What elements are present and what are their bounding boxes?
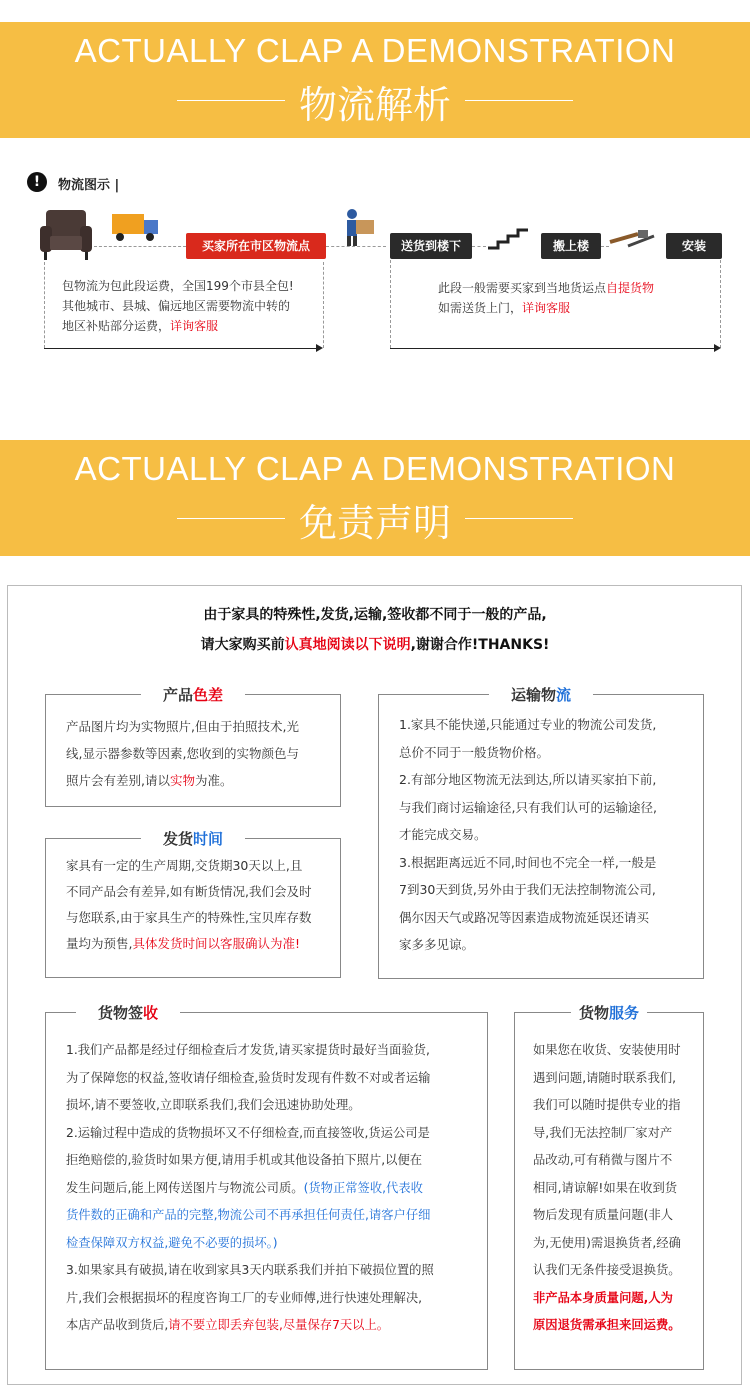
body-line: 偶尔因天气或路况等因素造成物流延误还请买 <box>399 909 650 925</box>
right-note-text: 此段一般需要买家到当地货运点 <box>438 281 607 295</box>
body-line: 物后发现有质量问题(非人 <box>533 1208 674 1222</box>
left-note <box>62 276 312 336</box>
box-body <box>399 711 691 959</box>
body-line: 检查保障双方权益,避免不必要的损坏。) <box>66 1235 278 1250</box>
body-text: 量均为预售, <box>66 936 133 951</box>
stairs-icon <box>488 226 532 250</box>
box-body <box>66 713 328 794</box>
body-line: 线,显示器参数等因素,您收到的实物颜色与 <box>66 746 299 761</box>
box-title-text: 运输物 <box>510 686 556 704</box>
box-transport <box>378 686 704 979</box>
warning-icon: ! <box>27 172 47 192</box>
bracket-left <box>44 262 45 348</box>
body-line: 家多多见谅。 <box>399 937 475 952</box>
body-line: 遇到问题,请随时联系我们, <box>533 1070 677 1085</box>
box-color-difference <box>45 686 341 807</box>
body-line <box>66 1175 475 1203</box>
divider-line <box>465 100 573 101</box>
intro-line2 <box>0 630 750 660</box>
box-title <box>76 1002 180 1023</box>
dashed-connector <box>472 246 486 247</box>
intro-text: ,谢谢合作!THANKS! <box>410 637 550 653</box>
body-line: 产品图片均为实物照片,但由于拍照技术,光 <box>66 719 299 734</box>
body-line: 拒绝赔偿的,验货时如果方便,请用手机或其他设备拍下照片,以便在 <box>66 1153 423 1167</box>
body-line <box>66 931 328 957</box>
left-note-line1: 包物流为包此段运费，全国199个市县全包! <box>62 279 294 293</box>
body-text: 发生问题后,能上网传送图片与物流公司质。 <box>66 1180 304 1195</box>
body-line <box>66 767 328 794</box>
box-service <box>514 1004 704 1370</box>
body-line: 与您联系,由于家具生产的特殊性,宝贝库存数 <box>66 910 312 925</box>
body-highlight: 具体发货时间以客服确认为准! <box>132 936 300 951</box>
box-title-text: 产品 <box>162 686 193 704</box>
box-shipping-time <box>45 830 341 978</box>
banner-chinese-title: 物流解析 <box>298 83 451 127</box>
body-line: 损坏,请不要签收,立即联系我们,我们会迅速协助处理。 <box>66 1098 361 1112</box>
body-highlight: 请不要立即丢弃包装,尽量保存7天以上。 <box>168 1318 390 1332</box>
box-receipt <box>45 1004 488 1370</box>
body-line: 为,无使用)需退换货者,经确 <box>533 1235 681 1250</box>
body-line: 家具有一定的生产周期,交货期30天以上,且 <box>66 858 303 873</box>
banner-chinese-title: 免责声明 <box>298 501 451 545</box>
banner-english-title: ACTUALLY CLAP A DEMONSTRATION <box>74 32 676 69</box>
body-text: 照片会有差别,请以 <box>66 773 170 788</box>
right-note-text: 如需送货上门， <box>438 301 523 315</box>
body-line: 总价不同于一般货物价格。 <box>399 744 550 760</box>
body-line-warning: 非产品本身质量问题,人为 <box>533 1290 673 1305</box>
body-line: 我们可以随时提供专业的指 <box>533 1098 681 1112</box>
body-line: 片,我们会根据损坏的程度咨询工厂的专业师傅,进行快速处理解决, <box>66 1290 423 1305</box>
body-line: 3.如果家具有破损,请在收到家具3天内联系我们并拍下破损位置的照 <box>66 1263 434 1277</box>
step-install: 安装 <box>666 233 722 259</box>
box-body <box>66 1037 475 1340</box>
banner-english-title: ACTUALLY CLAP A DEMONSTRATION <box>74 450 676 487</box>
body-line: 不同产品会有差异,如有断货情况,我们会及时 <box>66 884 312 899</box>
divider-line <box>465 518 573 519</box>
arrow-line <box>44 348 316 349</box>
box-title-highlight: 时间 <box>193 830 224 848</box>
sofa-icon <box>38 208 94 264</box>
ask-support-link[interactable]: 详询客服 <box>522 301 571 315</box>
intro-text: 请大家购买前 <box>200 637 285 653</box>
ask-support-link[interactable]: 详询客服 <box>170 319 219 333</box>
arrow-line <box>390 348 714 349</box>
body-line: 3.根据距离远近不同,时间也不完全一样,一般是 <box>399 854 657 870</box>
body-line: 货件数的正确和产品的完整,物流公司不再承担任何责任,请客户仔细 <box>66 1208 431 1222</box>
body-text: 本店产品收到货后, <box>66 1318 169 1332</box>
body-line: 导,我们无法控制厂家对产 <box>533 1125 673 1140</box>
box-title <box>571 1002 647 1023</box>
body-text: 为准。 <box>195 773 233 788</box>
arrow-head <box>316 344 323 352</box>
bracket-right <box>720 260 721 348</box>
box-title-text: 货物 <box>578 1004 609 1022</box>
left-note-line3 <box>62 316 312 336</box>
intro-highlight: 认真地阅读以下说明 <box>284 637 411 653</box>
box-title <box>141 684 245 705</box>
bracket-left <box>390 260 391 348</box>
body-line: 与我们商讨运输途径,只有我们认可的运输途径, <box>399 799 657 815</box>
box-title-highlight: 流 <box>556 686 572 704</box>
body-line: 为了保障您的权益,签收请仔细检查,验货时发现有件数不对或者运输 <box>66 1070 431 1085</box>
body-line: 才能完成交易。 <box>399 827 487 842</box>
box-title-highlight: 服务 <box>609 1004 640 1022</box>
step-local-logistics-point: 买家所在市区物流点 <box>186 233 326 259</box>
step-carry-upstairs: 搬上楼 <box>541 233 601 259</box>
box-title-highlight: 收 <box>143 1004 159 1022</box>
tools-icon <box>608 228 658 250</box>
truck-icon <box>112 212 162 242</box>
left-note-text: 地区补贴部分运费， <box>62 319 171 333</box>
delivery-worker-icon <box>342 208 378 248</box>
left-note-line2: 其他城市、县城、偏远地区需要物流中转的 <box>62 299 291 313</box>
body-highlight: 实物 <box>169 773 195 788</box>
right-note-line2 <box>438 298 718 318</box>
body-line: 7到30天到货,另外由于我们无法控制物流公司, <box>399 882 656 897</box>
box-body <box>533 1037 697 1340</box>
disclaimer-intro <box>0 600 750 660</box>
dashed-connector <box>94 246 186 247</box>
arrow-head <box>714 344 721 352</box>
bracket-right <box>323 262 324 348</box>
banner-disclaimer <box>0 440 750 556</box>
body-line: 2.有部分地区物流无法到达,所以请买家拍下前, <box>399 772 657 787</box>
box-title-text: 发货 <box>162 830 193 848</box>
body-line: 1.我们产品都是经过仔细检查后才发货,请买家提货时最好当面验货, <box>66 1043 430 1057</box>
right-note <box>438 278 718 318</box>
body-line: 如果您在收货、安装使用时 <box>533 1043 681 1057</box>
step-deliver-downstairs: 送货到楼下 <box>390 233 472 259</box>
body-line: 认我们无条件接受退换货。 <box>533 1263 681 1277</box>
body-line <box>66 1312 475 1340</box>
box-title <box>141 828 245 849</box>
body-line: 1.家具不能快递,只能通过专业的物流公司发货, <box>399 717 657 732</box>
body-line: 2.运输过程中造成的货物损坏又不仔细检查,而直接签收,货运公司是 <box>66 1125 430 1140</box>
box-body <box>66 853 328 957</box>
logistics-heading: 物流图示 | <box>58 178 120 193</box>
intro-line1: 由于家具的特殊性,发货,运输,签收都不同于一般的产品, <box>203 607 547 623</box>
body-line: 品改动,可有稍微与图片不 <box>533 1153 673 1167</box>
body-line-warning: 原因退货需承担来回运费。 <box>533 1318 681 1332</box>
box-title-highlight: 色差 <box>193 686 224 704</box>
right-note-line1 <box>438 278 718 298</box>
box-title <box>489 684 593 705</box>
dashed-connector <box>601 246 609 247</box>
self-pickup-text: 自提货物 <box>606 281 655 295</box>
body-highlight: (货物正常签收,代表收 <box>303 1180 423 1195</box>
body-line: 相同,请谅解!如果在收到货 <box>533 1180 678 1195</box>
box-title-text: 货物签 <box>98 1004 144 1022</box>
banner-logistics <box>0 22 750 138</box>
